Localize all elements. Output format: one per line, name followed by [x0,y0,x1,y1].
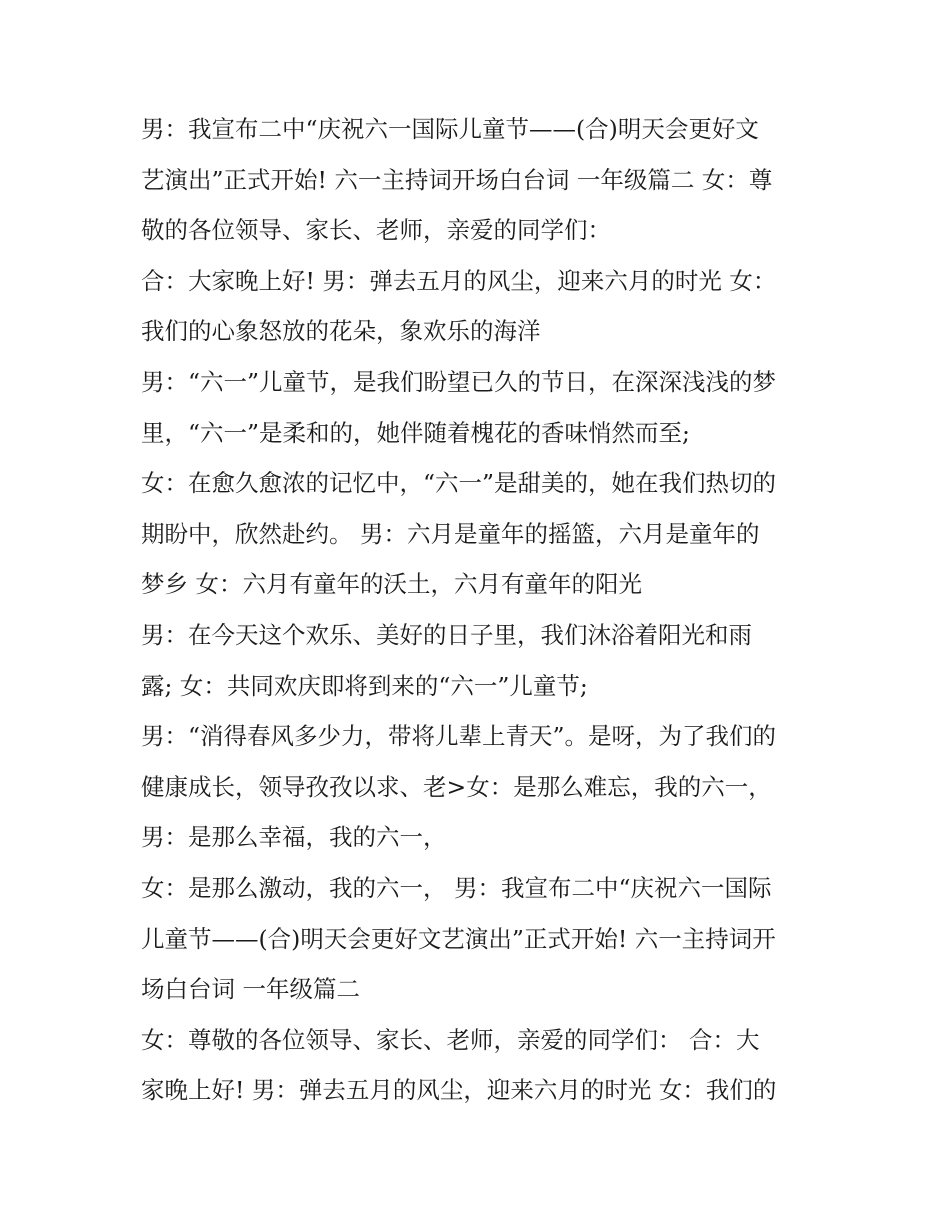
text-line: 健康成长，领导孜孜以求、老>女：是那么难忘，我的六一， [141,772,772,801]
text-line: 男：“消得春风多少力，带将儿辈上青天”。是呀，为了我们的 [141,722,777,751]
text-line: 家晚上好! 男：弹去五月的风尘，迎来六月的时光 女：我们的 [141,1076,777,1105]
text-line: 男：在今天这个欢乐、美好的日子里，我们沐浴着阳光和雨 [141,620,752,649]
text-line: 儿童节——(合)明天会更好文艺演出”正式开始! 六一主持词开 [141,924,776,953]
text-line: 梦乡 女：六月有童年的沃土，六月有童年的阳光 [141,570,642,599]
text-line: 露; 女：共同欢庆即将到来的“六一”儿童节; [141,671,588,700]
text-line: 男：是那么幸福，我的六一， [141,823,447,852]
text-line: 女：是那么激动，我的六一， 男：我宣布二中“庆祝六一国际 [141,873,772,902]
text-line: 里，“六一”是柔和的，她伴随着槐花的香味悄然而至; [141,418,690,447]
text-line: 艺演出”正式开始! 六一主持词开场白台词 一年级篇二 女：尊 [141,165,773,194]
text-line: 女：在愈久愈浓的记忆中，“六一”是甜美的，她在我们热切的 [141,469,777,498]
document-body [141,104,813,1116]
text-line: 期盼中，欣然赴约。 男：六月是童年的摇篮，六月是童年的 [141,519,760,548]
text-line: 场白台词 一年级篇二 [141,975,360,1004]
text-line: 男：我宣布二中“庆祝六一国际儿童节——(合)明天会更好文 [141,115,759,143]
text-line: 女：尊敬的各位领导、家长、老师，亲爱的同学们： 合：大 [141,1025,760,1054]
text-line: 合：大家晚上好! 男：弹去五月的风尘，迎来六月的时光 女： [141,266,777,295]
text-line: 敬的各位领导、家长、老师，亲爱的同学们： [141,216,611,245]
text-line: 我们的心象怒放的花朵，象欢乐的海洋 [141,317,541,346]
text-line: 男：“六一”儿童节，是我们盼望已久的节日，在深深浅浅的梦 [141,367,777,396]
